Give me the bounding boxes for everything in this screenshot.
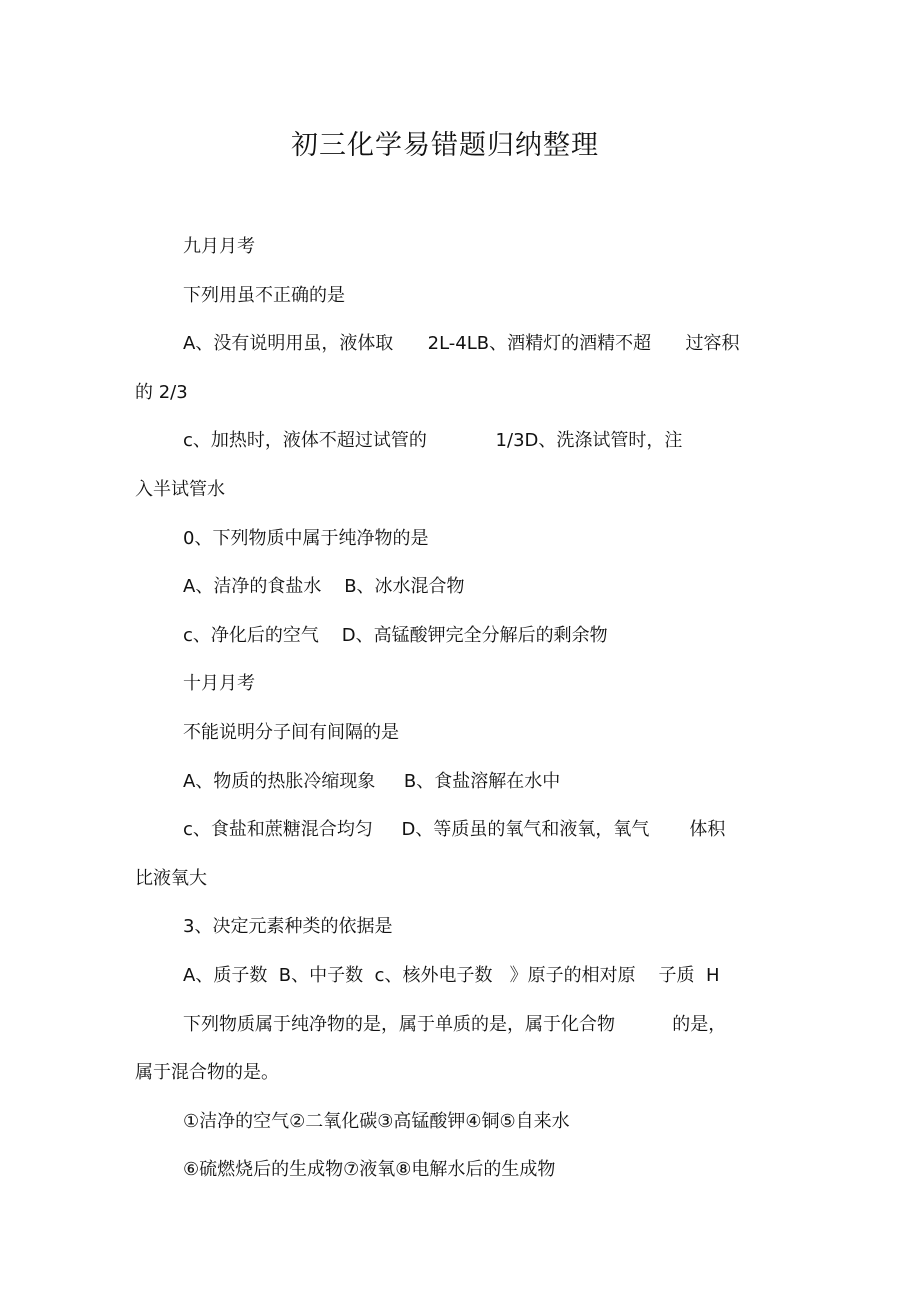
text-line: A、质子数 B、中子数 c、核外电子数 》原子的相对原 子质 H [183,965,720,986]
text-line: A、没有说明用虽，液体取 2L-4LB、酒精灯的酒精不超 过容积 [183,333,740,355]
document-title: 初三化学易错题归纳整理 [291,130,599,161]
text-line: 不能说明分子间有间隔的是 [183,722,399,743]
text-line: ⑥硫燃烧后的生成物⑦液氧⑧电解水后的生成物 [183,1159,556,1181]
text-line: ①洁净的空气②二氧化碳③高锰酸钾④铜⑤自来水 [183,1110,570,1132]
text-line: c、加热时，液体不超过试管的 1/3D、洗涤试管时，注 [183,430,683,452]
text-line: c、食盐和蔗糖混合均匀 D、等质虽的氧气和液氧，氧气 体积 [183,819,726,841]
text-line: 下列用虽不正确的是 [183,284,345,306]
text-line: c、净化后的空气 D、高锰酸钾完全分解后的剩余物 [183,624,608,646]
text-line: 比液氧大 [135,867,207,889]
text-line: 九月月考 [183,236,255,257]
text-line: A、物质的热胀冷缩现象 B、食盐溶解在水中 [183,770,561,792]
text-line: 3、决定元素种类的依据是 [183,916,393,938]
text-line: 的 2/3 [135,381,188,403]
text-line: A、洁净的食盐水 B、冰水混合物 [183,576,465,598]
text-line: 入半试管水 [135,479,225,500]
text-line: 十月月考 [183,673,255,695]
text-line: 0、下列物质中属于纯净物的是 [183,527,429,549]
text-line: 下列物质属于纯净物的是，属于单质的是，属于化合物 的是， [183,1013,727,1035]
text-line: 属于混合物的是。 [135,1062,279,1084]
